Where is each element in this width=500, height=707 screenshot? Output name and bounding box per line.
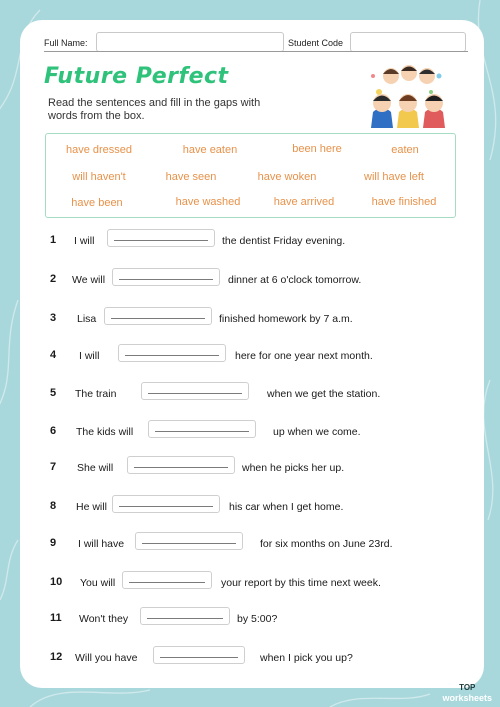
question-row: [20, 270, 484, 292]
word-option: have been: [71, 197, 123, 209]
question-suffix: when we get the station.: [267, 388, 381, 400]
question-row: [20, 648, 484, 670]
kids-illustration: [365, 62, 451, 128]
question-row: [20, 422, 484, 444]
student-code-label: Student Code: [288, 38, 344, 48]
question-row: [20, 309, 484, 331]
full-name-label: Full Name:: [44, 38, 88, 48]
question-row: [20, 573, 484, 595]
answer-field[interactable]: [141, 382, 249, 400]
question-number: 2: [50, 273, 57, 285]
question-prefix: She will: [77, 462, 114, 474]
answer-field[interactable]: [112, 268, 220, 286]
student-code-underline: [288, 51, 468, 52]
question-number: 6: [50, 425, 57, 437]
answer-field[interactable]: [118, 344, 226, 362]
question-suffix: finished homework by 7 a.m.: [219, 313, 353, 325]
brand-logo-top: TOP: [459, 683, 476, 692]
question-number: 4: [50, 349, 57, 361]
answer-field[interactable]: [107, 229, 215, 247]
answer-field[interactable]: [153, 646, 245, 664]
word-option: have woken: [257, 171, 317, 183]
question-prefix: Will you have: [75, 652, 138, 664]
question-prefix: Won't they: [79, 613, 129, 625]
brand-logo: [442, 683, 492, 703]
instructions: Read the sentences and fill in the gaps with words from the box.: [48, 97, 261, 122]
answer-field[interactable]: [122, 571, 212, 589]
full-name-field[interactable]: [96, 32, 284, 52]
question-row: [20, 534, 484, 556]
answer-field[interactable]: [104, 307, 212, 325]
question-suffix: by 5:00?: [237, 613, 278, 625]
question-suffix: for six months on June 23rd.: [260, 538, 393, 550]
question-prefix: I will have: [78, 538, 125, 550]
question-number: 3: [50, 312, 57, 324]
question-prefix: I will: [74, 235, 95, 247]
word-option: have washed: [175, 196, 241, 208]
question-suffix: your report by this time next week.: [221, 577, 381, 589]
question-prefix: I will: [79, 350, 100, 362]
question-suffix: when I pick you up?: [260, 652, 353, 664]
question-suffix: up when we come.: [273, 426, 361, 438]
word-option: will haven't: [72, 171, 126, 183]
question-row: [20, 497, 484, 519]
question-row: [20, 384, 484, 406]
question-number: 10: [50, 576, 63, 588]
full-name-underline: [44, 51, 289, 52]
question-suffix: when he picks her up.: [242, 462, 345, 474]
answer-field[interactable]: [112, 495, 220, 513]
question-number: 1: [50, 234, 57, 246]
question-row: [20, 609, 484, 631]
question-prefix: We will: [72, 274, 106, 286]
word-option: will have left: [364, 171, 424, 183]
word-option: have eaten: [182, 144, 238, 156]
page-title: Future Perfect: [44, 64, 229, 89]
question-suffix: here for one year next month.: [235, 350, 373, 362]
question-suffix: his car when I get home.: [229, 501, 344, 513]
word-option: eaten: [391, 144, 419, 156]
name-row: [44, 32, 468, 54]
question-number: 12: [50, 651, 63, 663]
word-option: have dressed: [65, 144, 133, 156]
question-prefix: The kids will: [76, 426, 134, 438]
word-option: have arrived: [273, 196, 335, 208]
student-code-field[interactable]: [350, 32, 466, 52]
question-prefix: The train: [75, 388, 117, 400]
question-number: 9: [50, 537, 57, 549]
question-number: 11: [50, 612, 62, 624]
question-suffix: the dentist Friday evening.: [222, 235, 346, 247]
answer-field[interactable]: [140, 607, 230, 625]
question-suffix: dinner at 6 o'clock tomorrow.: [228, 274, 362, 286]
word-option: have finished: [371, 196, 437, 208]
question-row: [20, 346, 484, 368]
question-number: 8: [50, 500, 57, 512]
word-box: [45, 133, 456, 218]
worksheet-card: [20, 20, 484, 688]
brand-logo-bottom: worksheets: [442, 693, 492, 703]
word-option: been here: [292, 143, 342, 155]
question-prefix: Lisa: [77, 313, 97, 325]
word-option: have seen: [165, 171, 217, 183]
question-number: 5: [50, 387, 57, 399]
question-number: 7: [50, 461, 57, 473]
question-row: [20, 458, 484, 480]
answer-field[interactable]: [127, 456, 235, 474]
answer-field[interactable]: [148, 420, 256, 438]
answer-field[interactable]: [135, 532, 243, 550]
question-row: [20, 231, 484, 253]
question-prefix: He will: [76, 501, 107, 513]
question-prefix: You will: [80, 577, 116, 589]
